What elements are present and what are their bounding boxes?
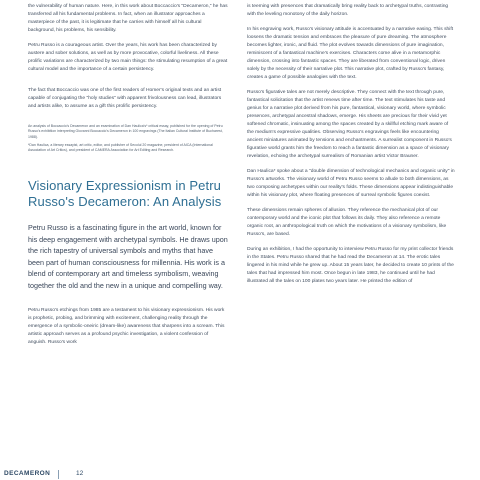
page-footer [0, 468, 120, 480]
publication-name: DECAMERON [4, 470, 51, 477]
article-title: Visionary Expressionism in Petru Russo's Decameron: An Analysis [28, 178, 222, 210]
footnote: An analysis of Boccaccio's Decameron and an examination of Dan Haulica's* critical essay, published for the opening of Petru Russo's exhibition interpreting Giovanni Boccaccio's Decameron in 100 engravings (The Italian Cultural Institute of Bucharest, 1988). [28, 124, 223, 139]
footer-divider [58, 470, 59, 479]
body-paragraph: During an exhibition, I had the opportunity to interview Petru Russo for my print collector friends in the States. Petru Russo shared that he had read the Decameron at 14. The erotic tales lingered in his mind while he grew up. About 15 years later, he decided to create 10 prints of the tales that had impressed him most. Once begun in late 1983, he continued until he had illustrated all the tales on 100 plates two years later. He printed the edition of [247, 247, 454, 284]
body-paragraph: Petru Russo is a courageous artist. Over the years, his work has been characterized by austere and sober solutions, as well as by more provocative, colorful liveliness. All these prolific variations are characterized by two main things: the stimulating resumption of a great cultural model and the importance of a certain persistency. [28, 43, 228, 72]
page-number: 12 [76, 470, 84, 477]
lead-paragraph: Petru Russo is a fascinating figure in the art world, known for his deep engagement with archetypal symbols. He draws upon the rich tapestry of universal symbols and myths that have been part of human consciousness for millennia. His work is a blend of contemporary art and timeless symbolism, weaving together the old and the new in a unique and compelling way. [28, 223, 228, 290]
body-paragraph: is teeming with presences that dramatically bring reality back to archetypal truths, contrasting with the leveling monotony of the daily horizon. [247, 4, 449, 17]
body-paragraph: The fact that Boccaccio was one of the first readers of Homer's original texts and an artist capable of conjugating the "holy studies" with apparent frivolousness can lead, illustrators and artists alike, to assume as a gift this prolific persistency. [28, 88, 222, 109]
body-paragraph: These dimensions remain spheres of allusion. They reference the mechanical plot of our contemporary world and the iconic plot that follows its daily. They also reference a remote organic root, an anthropological truth on which the motivations of a visionary symbolism, like Russo's, are based. [247, 208, 447, 237]
body-paragraph: Dan Haulica* spoke about a "double dimension of technological mechanics and organic unity" in Russo's artworks. The visionary world of Petru Russo seems to allude to both dimensions, as two composing archetypes within our reality's folds. These dimensions appear indistinguishable within his visionary plot, where floating presences of surreal symbolic figures coexist. [247, 169, 455, 198]
footnote: *Dan Haulica, a literary essayist, art critic, editor, and publisher of Secolul 20 magazine, president of AICA (International Association of Art Critics), and president of CAMERA Association for Art Editing and Research. [28, 142, 213, 153]
body-paragraph: Russo's figurative tales are not merely descriptive. They connect with the text through pure, fantastical solicitation that the artist renews time after time. The text stimulates his taste and genius for a narrative plot derived from his pure, fantastical, visionary world, where symbolic presences, archetypal ancestral shadows, emerge. His sheets are precious for their vivid yet softened chromatic, insinuating among the spaces created by a skillful etching mark aware of the medium's expressive qualities. Observing Russo's engravings feels like encountering ancient miniatures animated by tensions and enchantments. A surrealist component in Russo's figurative world grants him the freedom to reach a fantastic dimension as a space of visionary revelation, echoing the archetypal surrealism of Romanian artist Victor Brauner. [247, 90, 452, 159]
body-paragraph: the vulnerability of human nature. Here, in this work about Boccaccio's "Decameron," he has transferred all his fundamental problems. In fact, when an illustrator approaches a masterpiece of the past, it is legitimate that he carries with himself all his cultural background, his problems, his sensibility. [28, 4, 228, 33]
body-paragraph: In his engraving work, Russo's visionary attitude is accentuated by a narrative easing. This shift loosens the dramatic tension and embraces the pleasure of pure dreaming. The atmosphere becomes lighter, ironic, and fluid. The plot evolves towards dimensions of pure imagination, reminiscent of a fantastical machine's exercises. Characters come alive in a metamorphic dimension, crossing into fantastic spaces. They are liberated from conventional logic, driven solely by the necessity of their narrative plot. This narrative plot, crafted by Russo's fantasy, creates a game of possible analogies with the text. [247, 27, 454, 80]
body-paragraph: Petru Russo's etchings from 1985 are a testament to his visionary expressionism. His work is prophetic, probing, and brimming with excitement, challenging reality through the emergence of a symbolic-oneiric (dream-like) awareness that sharpens into a scream. This artistic approach serves as a profound psychic investigation, a violent confession of anguish. Russo's work [28, 308, 225, 346]
right-column [247, 3, 455, 293]
left-column [28, 3, 228, 354]
